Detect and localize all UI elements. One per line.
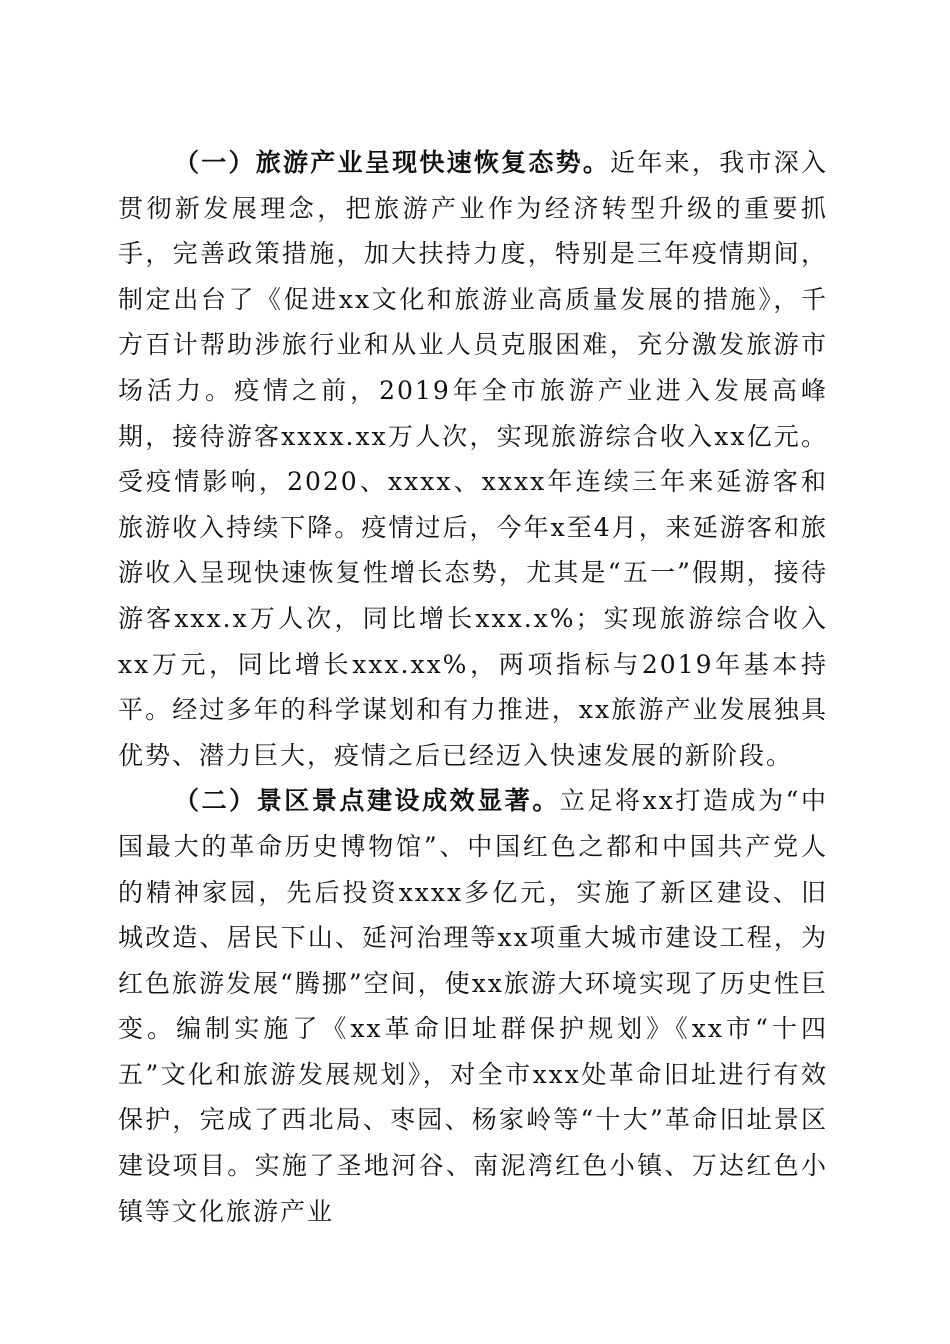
section-heading-2: （二）景区景点建设成效显著。 (174, 786, 560, 816)
document-body (118, 140, 828, 1234)
paragraph-scenic-construction (118, 778, 828, 1234)
section-body-1: 近年来，我市深入贯彻新发展理念，把旅游产业作为经济转型升级的重要抓手，完善政策措施，加大扶持力度，特别是三年疫情期间，制定出台了《促进xx文化和旅游业高质量发展的措施》，千方百计帮助涉旅行业和从业人员克服困难，充分激发旅游市场活力。疫情之前，2019年全市旅游产业进入发展高峰期，接待游客xxxx.xx万人次，实现旅游综合收入xx亿元。受疫情影响，2020、xxxx、xxxx年连续三年来延游客和旅游收入持续下降。疫情过后，今年x至4月，来延游客和旅游收入呈现快速恢复性增长态势，尤其是“五一”假期，接待游客xxx.x万人次，同比增长xxx.x%；实现旅游综合收入xx万元，同比增长xxx.xx%，两项指标与2019年基本持平。经过多年的科学谋划和有力推进，xx旅游产业发展独具优势、潜力巨大，疫情之后已经迈入快速发展的新阶段。 (118, 148, 828, 770)
paragraph-tourism-recovery (118, 140, 828, 778)
section-body-2: 立足将xx打造成为“中国最大的革命历史博物馆”、中国红色之都和中国共产党人的精神家园，先后投资xxxx多亿元，实施了新区建设、旧城改造、居民下山、延河治理等xx项重大城市建设工程，为红色旅游发展“腾挪”空间，使xx旅游大环境实现了历史性巨变。编制实施了《xx革命旧址群保护规划》《xx市“十四五”文化和旅游发展规划》，对全市xxx处革命旧址进行有效保护，完成了西北局、枣园、杨家岭等“十大”革命旧址景区建设项目。实施了圣地河谷、南泥湾红色小镇、万达红色小镇等文化旅游产业 (118, 786, 828, 1226)
section-heading-1: （一）旅游产业呈现快速恢复态势。 (174, 148, 611, 177)
